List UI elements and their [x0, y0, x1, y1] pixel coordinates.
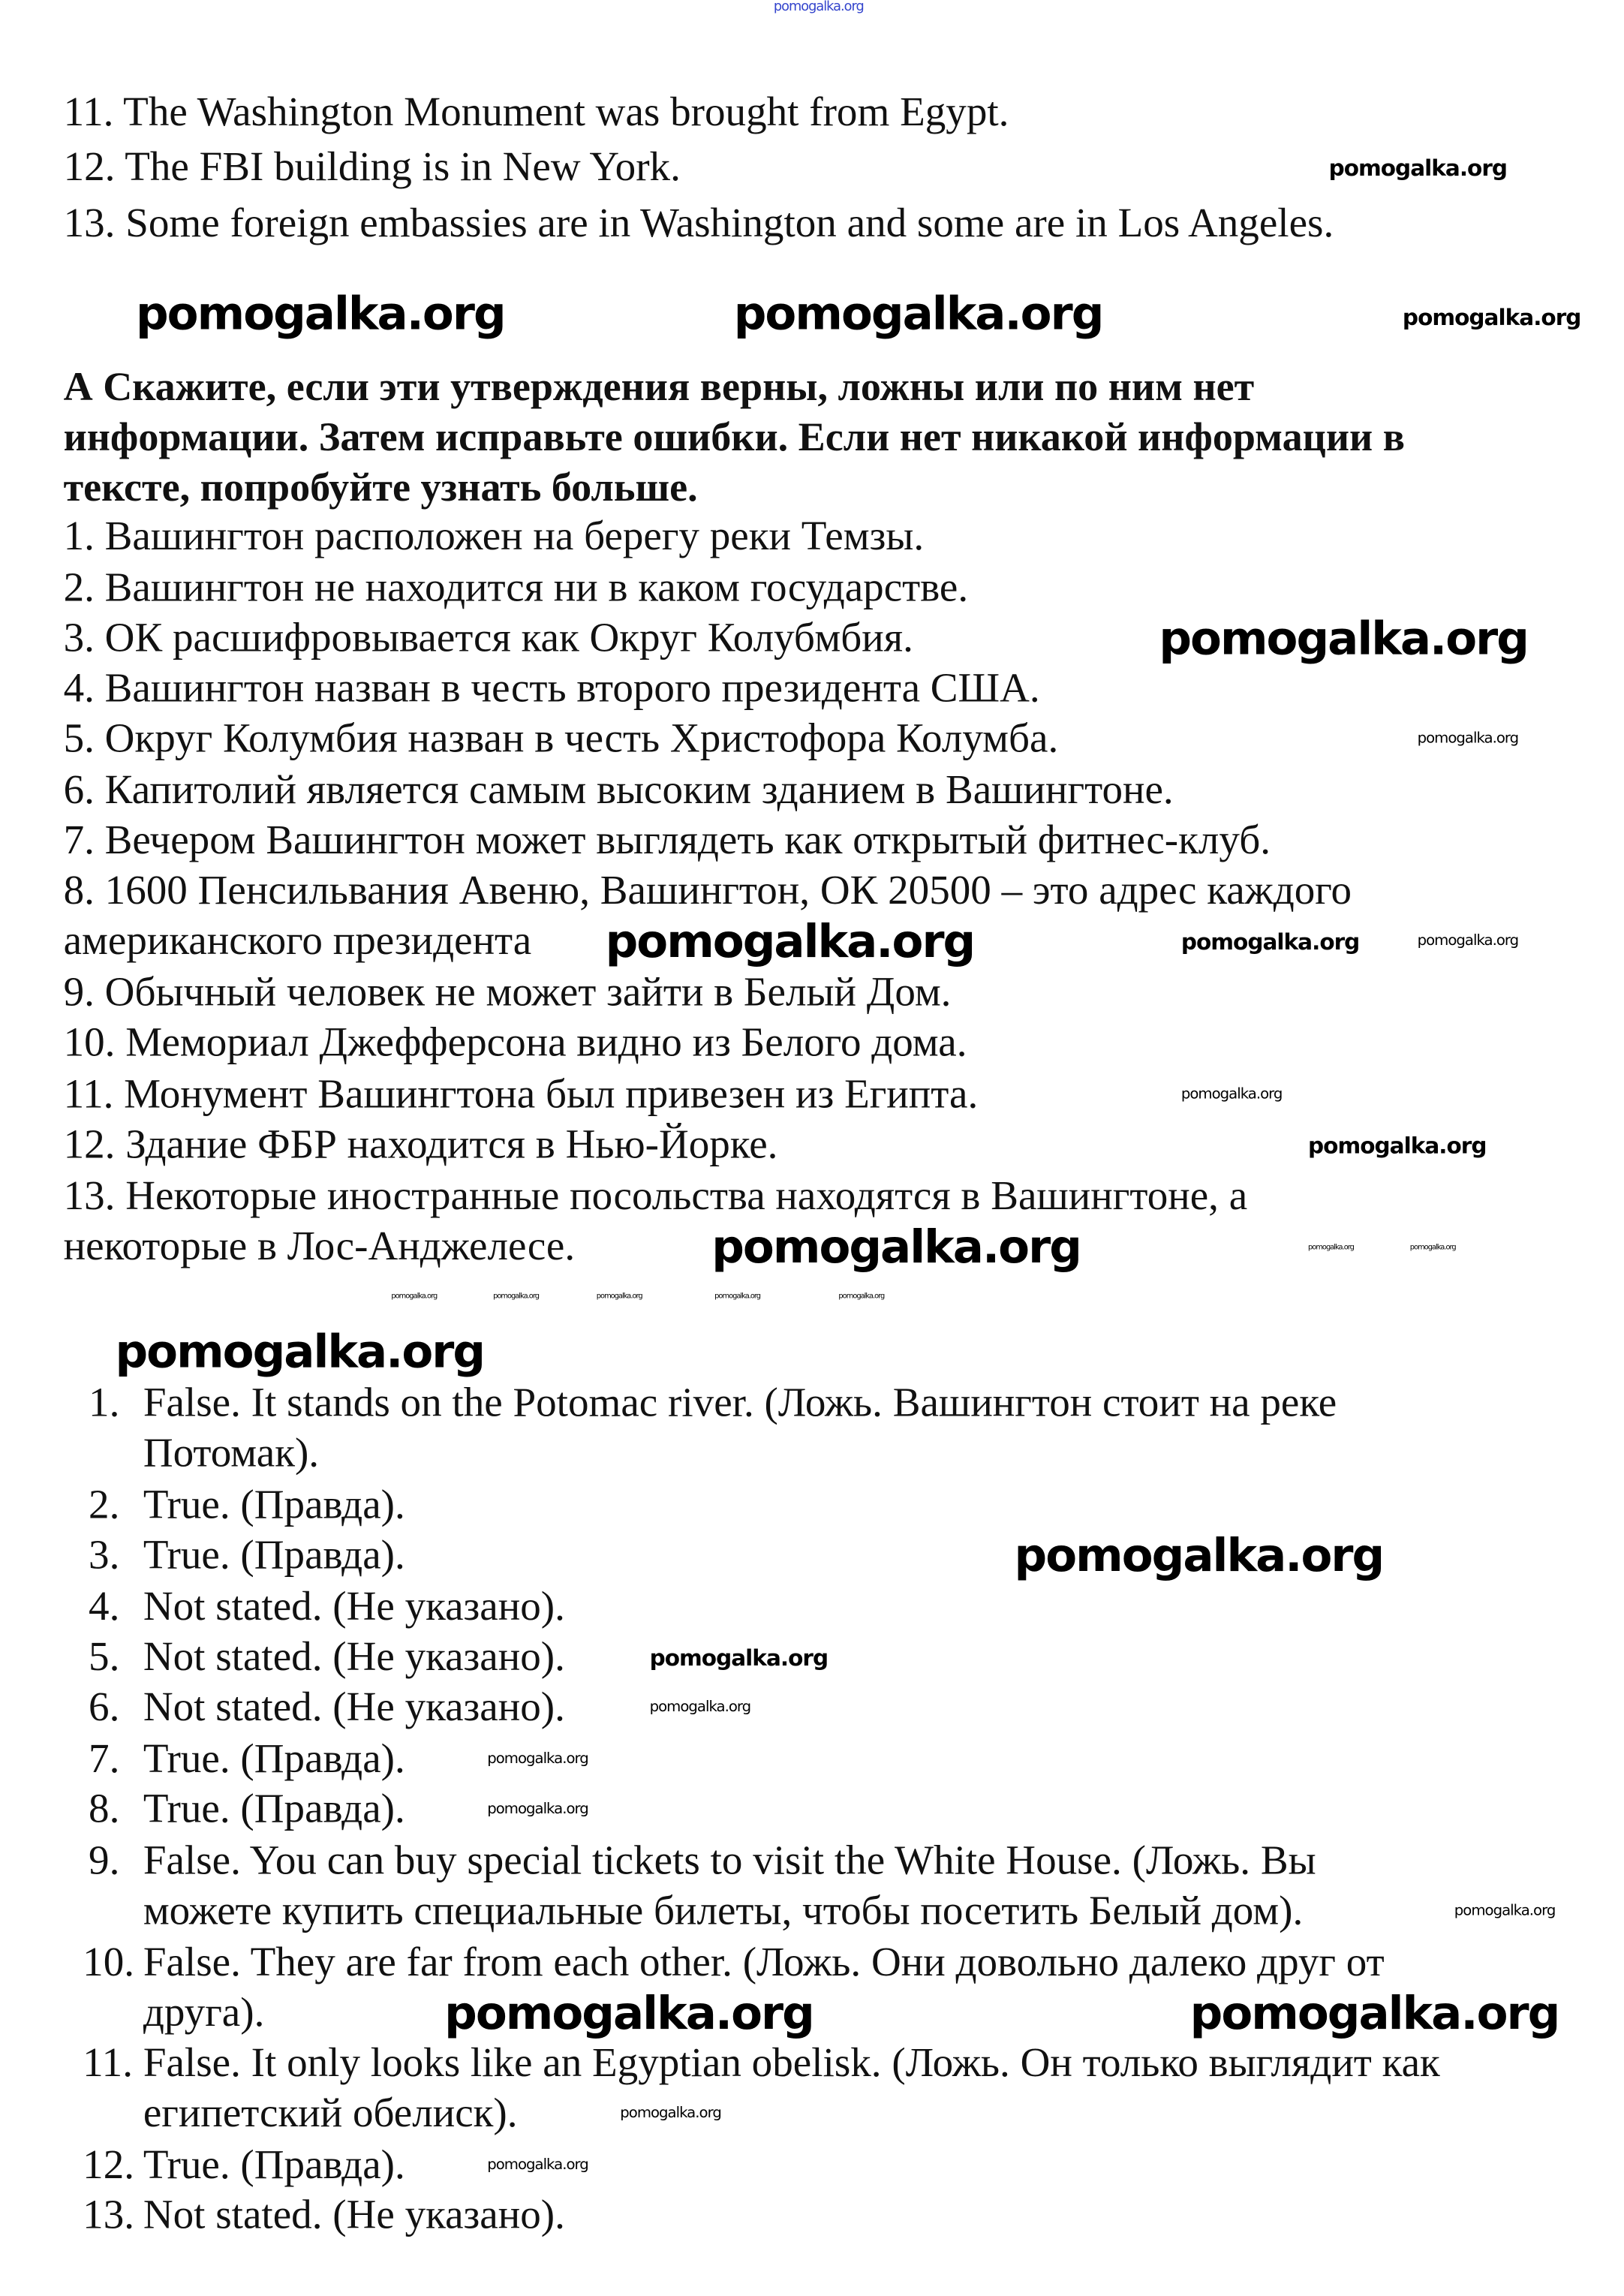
- english-statement: 13. Some foreign embassies are in Washington and some are in Los Angeles.: [63, 200, 1334, 247]
- answer-text: египетский обелиск).: [143, 2090, 518, 2137]
- answer-text: True. (Правда).: [143, 2142, 405, 2189]
- watermark: pomogalka.org: [487, 1751, 588, 1768]
- answer-number: 7.: [89, 1736, 120, 1783]
- answer-text: False. It stands on the Potomac river. (Ложь. Вашингтон стоит на реке: [143, 1380, 1337, 1427]
- answer-text: Not stated. (Не указано).: [143, 1584, 565, 1630]
- answer-text: друга).: [143, 1990, 265, 2036]
- answer-text: False. You can buy special tickets to visit the White House. (Ложь. Вы: [143, 1838, 1316, 1885]
- watermark: pomogalka.org: [135, 287, 505, 341]
- task-heading-line: А Скажите, если эти утверждения верны, ложны или по ним нет: [63, 363, 1255, 409]
- answer-text: Not stated. (Не указано).: [143, 2192, 565, 2239]
- watermark: pomogalka.org: [620, 2105, 721, 2123]
- answer-number: 1.: [89, 1380, 120, 1427]
- russian-statement: 3. ОК расшифровывается как Округ Колубмбия.: [63, 615, 913, 662]
- answer-text: Потомак).: [143, 1431, 320, 1477]
- russian-statement: 12. Здание ФБР находится в Нью-Йорке.: [63, 1122, 778, 1169]
- watermark: pomogalka.org: [1409, 1242, 1456, 1252]
- answer-text: True. (Правда).: [143, 1786, 405, 1833]
- russian-statement: 13. Некоторые иностранные посольства находятся в Вашингтоне, а: [63, 1174, 1248, 1220]
- russian-statement: 8. 1600 Пенсильвания Авеню, Вашингтон, ОК 20500 – это адрес каждого: [63, 868, 1352, 914]
- answer-text: False. They are far from each other. (Ложь. Они довольно далеко друг от: [143, 1940, 1385, 1987]
- watermark: pomogalka.org: [1308, 1131, 1487, 1159]
- russian-statement: 9. Обычный человек не может зайти в Белый Дом.: [63, 970, 952, 1016]
- russian-statement: 2. Вашингтон не находится ни в каком государстве.: [63, 565, 969, 612]
- task-heading-line: тексте, попробуйте узнать больше.: [63, 463, 698, 510]
- watermark: pomogalka.org: [773, 0, 864, 14]
- watermark: pomogalka.org: [1159, 612, 1529, 666]
- watermark: pomogalka.org: [1454, 1903, 1556, 1920]
- watermark: pomogalka.org: [1180, 1086, 1283, 1103]
- watermark: pomogalka.org: [711, 1220, 1081, 1274]
- answer-text: False. It only looks like an Egyptian obelisk. (Ложь. Он только выглядит как: [143, 2040, 1440, 2087]
- russian-statement: 4. Вашингтон назван в честь второго президента США.: [63, 666, 1040, 712]
- russian-statement: 10. Мемориал Джефферсона видно из Белого дома.: [63, 1020, 967, 1067]
- watermark: pomogalka.org: [115, 1325, 485, 1379]
- answer-text: True. (Правда).: [143, 1482, 405, 1529]
- russian-statement: 5. Округ Колумбия назван в честь Христофора Колумба.: [63, 716, 1059, 763]
- watermark: pomogalka.org: [714, 1291, 761, 1301]
- russian-statement: 11. Монумент Вашингтона был привезен из Египта.: [63, 1072, 979, 1118]
- watermark: pomogalka.org: [487, 2157, 588, 2174]
- watermark: pomogalka.org: [1189, 1987, 1559, 2040]
- task-heading-line: информации. Затем исправьте ошибки. Если нет никакой информации в: [63, 413, 1405, 459]
- watermark: pomogalka.org: [487, 1801, 588, 1818]
- answer-text: True. (Правда).: [143, 1533, 405, 1579]
- answer-number: 4.: [89, 1584, 120, 1630]
- answer-number: 8.: [89, 1786, 120, 1833]
- russian-statement: 6. Капитолий является самым высоким зданием в Вашингтоне.: [63, 767, 1174, 814]
- watermark: pomogalka.org: [649, 1644, 829, 1671]
- answer-number: 2.: [89, 1482, 120, 1529]
- answer-number: 9.: [89, 1838, 120, 1885]
- english-statement: 12. The FBI building is in New York.: [63, 144, 681, 191]
- russian-statement: 1. Вашингтон расположен на берегу реки Темзы.: [63, 513, 925, 560]
- watermark: pomogalka.org: [1328, 154, 1508, 181]
- watermark: pomogalka.org: [1402, 303, 1581, 330]
- watermark: pomogalka.org: [391, 1291, 438, 1301]
- watermark: pomogalka.org: [1180, 928, 1360, 955]
- russian-statement: 7. Вечером Вашингтон может выглядеть как открытый фитнес-клуб.: [63, 817, 1271, 864]
- russian-statement: некоторые в Лос-Анджелесе.: [63, 1223, 576, 1270]
- watermark: pomogalka.org: [605, 914, 975, 968]
- watermark: pomogalka.org: [1308, 1242, 1354, 1252]
- watermark: pomogalka.org: [649, 1699, 751, 1717]
- watermark: pomogalka.org: [1014, 1529, 1384, 1582]
- answer-text: True. (Правда).: [143, 1736, 405, 1783]
- watermark: pomogalka.org: [596, 1291, 642, 1301]
- answer-number: 12.: [83, 2142, 135, 2189]
- answer-text: Not stated. (Не указано).: [143, 1684, 565, 1731]
- watermark: pomogalka.org: [493, 1291, 539, 1301]
- answer-number: 10.: [83, 1940, 135, 1987]
- watermark: pomogalka.org: [444, 1987, 814, 2040]
- answer-number: 13.: [83, 2192, 135, 2239]
- answer-number: 3.: [89, 1533, 120, 1579]
- watermark: pomogalka.org: [838, 1291, 885, 1301]
- answer-text: можете купить специальные билеты, чтобы посетить Белый дом).: [143, 1888, 1304, 1935]
- answer-number: 11.: [83, 2040, 133, 2087]
- answer-text: Not stated. (Не указано).: [143, 1634, 565, 1681]
- english-statement: 11. The Washington Monument was brought from Egypt.: [63, 90, 1009, 136]
- watermark: pomogalka.org: [733, 287, 1103, 341]
- watermark: pomogalka.org: [1417, 933, 1519, 949]
- watermark: pomogalka.org: [1417, 730, 1519, 748]
- answer-number: 6.: [89, 1684, 120, 1731]
- answer-number: 5.: [89, 1634, 120, 1681]
- russian-statement: американского президента: [63, 918, 532, 964]
